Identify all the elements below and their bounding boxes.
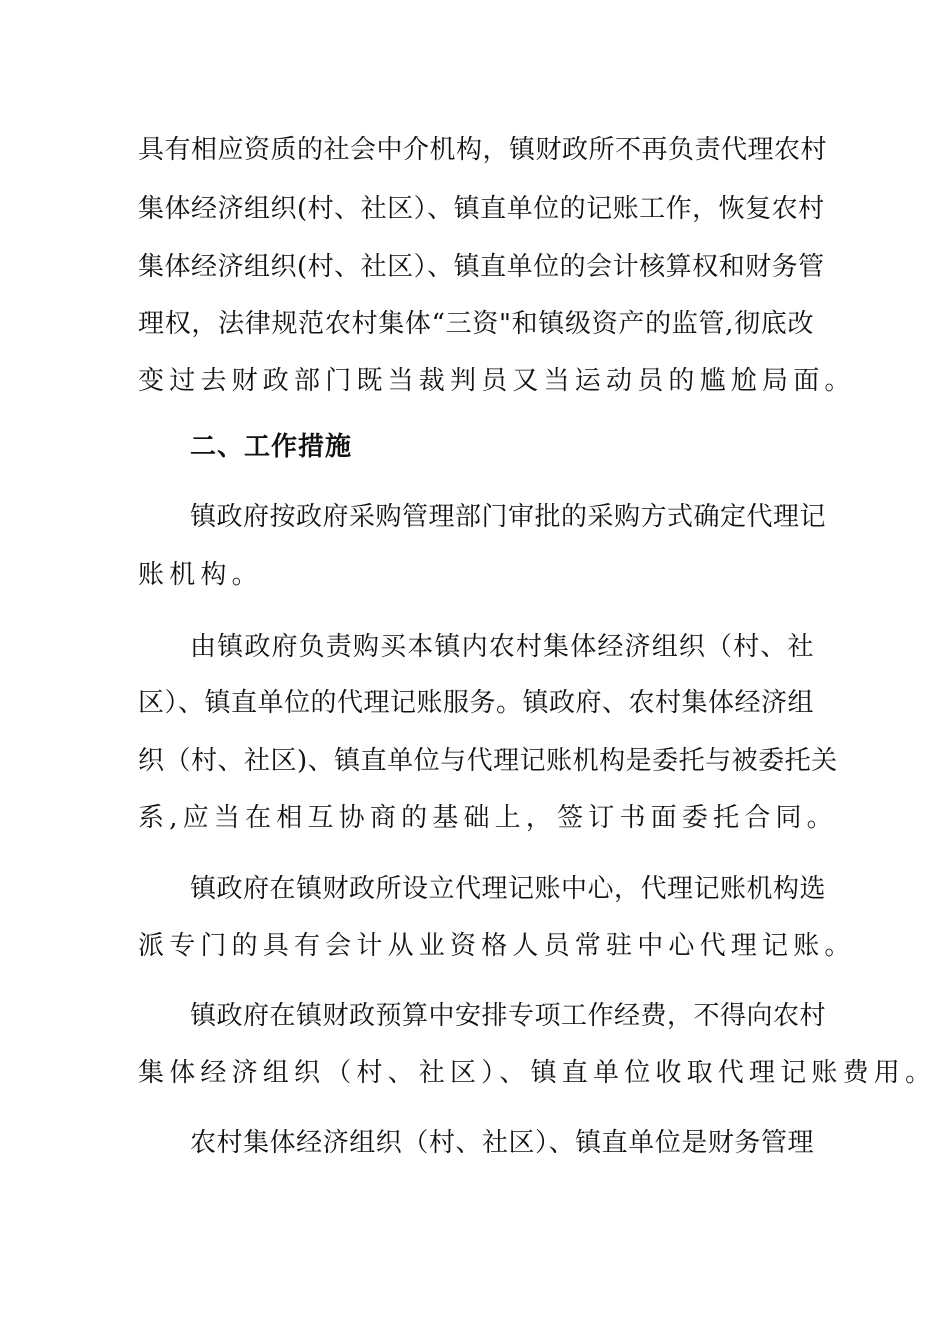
body-paragraph-4-line-1: 镇政府在镇财政预算中安排专项工作经费，不得向农村 (190, 1001, 827, 1031)
paragraph-1-line-3: 集体经济组织(村、社区）、镇直单位的会计核算权和财务管 (138, 252, 825, 282)
body-paragraph-2-line-1: 由镇政府负责购买本镇内农村集体经济组织（村、社 (190, 632, 814, 662)
paragraph-1-line-2: 集体经济组织(村、社区）、镇直单位的记账工作，恢复农村 (138, 194, 825, 224)
body-paragraph-4-line-2: 集体经济组织（村、社区）、镇直单位收取代理记账费用。 (138, 1058, 937, 1088)
body-paragraph-3-line-1: 镇政府在镇财政所设立代理记账中心，代理记账机构选 (190, 874, 827, 904)
paragraph-1-line-4: 理权，法律规范农村集体“三资"和镇级资产的监管,彻底改 (138, 309, 814, 339)
body-paragraph-1-line-1: 镇政府按政府采购管理部门审批的采购方式确定代理记 (190, 502, 827, 532)
body-paragraph-3-line-2: 派专门的具有会计从业资格人员常驻中心代理记账。 (138, 931, 856, 961)
body-paragraph-5-line-1: 农村集体经济组织（村、社区）、镇直单位是财务管理 (190, 1128, 814, 1158)
body-paragraph-2-line-4: 系,应当在相互协商的基础上，签订书面委托合同。 (138, 803, 838, 833)
body-paragraph-1-line-2: 账机构。 (138, 560, 263, 590)
section-heading: 二、工作措施 (190, 432, 353, 462)
paragraph-1-line-1: 具有相应资质的社会中介机构，镇财政所不再负责代理农村 (138, 135, 828, 165)
body-paragraph-2-line-3: 织（村、社区)、镇直单位与代理记账机构是委托与被委托关 (138, 746, 838, 776)
paragraph-1-line-5: 变过去财政部门既当裁判员又当运动员的尴尬局面。 (138, 366, 856, 396)
body-paragraph-2-line-2: 区）、镇直单位的代理记账服务。镇政府、农村集体经济组 (138, 688, 815, 718)
